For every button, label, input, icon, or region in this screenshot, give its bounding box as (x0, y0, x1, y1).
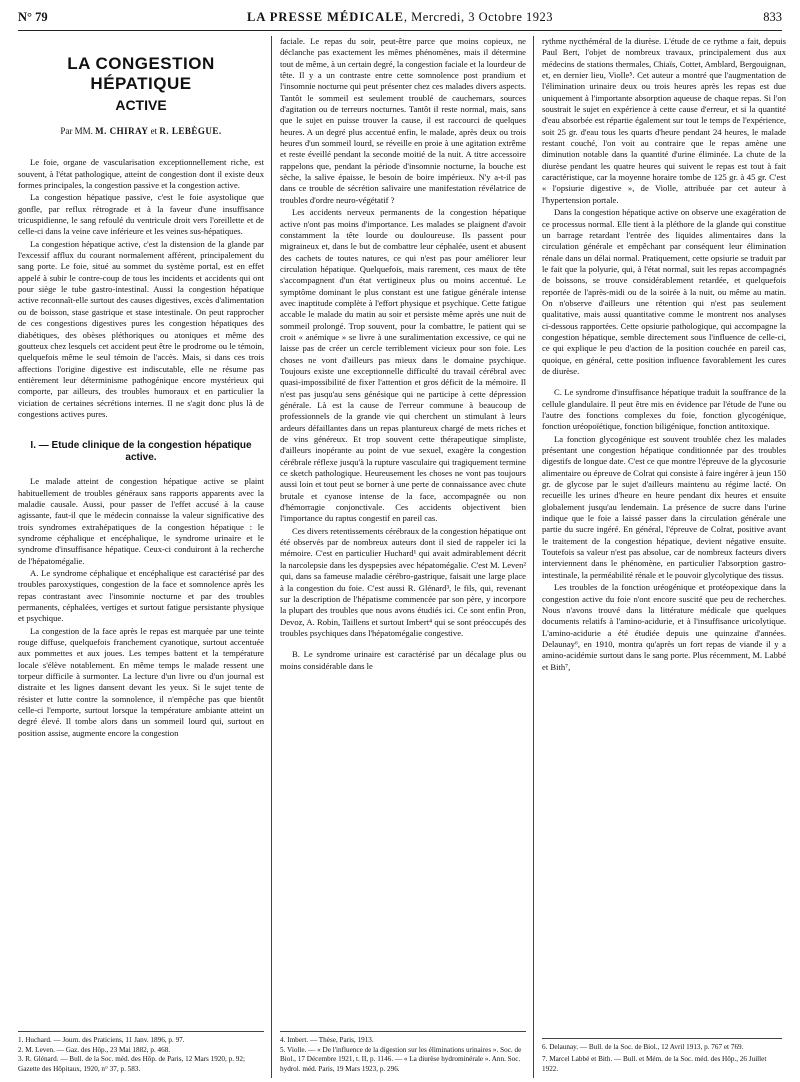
footnote: 1. Huchard. — Journ. des Praticiens, 11 Janv. 1896, p. 97. (18, 1036, 185, 1045)
footnote: 3. R. Glénard. — Bull. de la Soc. méd. des Hôp. de Paris, 12 Mars 1920, p. 92; Gazette des Hôpitaux, 1920, n° 37, p. 583. (18, 1055, 245, 1073)
footnote: 6. Delaunay. — Bull. de la Soc. de Biol., 12 Avril 1913, p. 767 et 769. (542, 1042, 744, 1051)
paragraph: La congestion hépatique passive, c'est le foie asystolique que gonfle, par reflux rétrograde et à la faveur d'une insuffisance tricuspidienne, le sang refoulé du ventricule droit vers l'oreillette et de celle-ci dans la veine cave inférieure et les veines sus-hépatiques. (18, 192, 264, 237)
paragraph: Dans la congestion hépatique active on observe une exagération de ce processus normal. Elle tient à la pléthore de la glande qui constitue un barrage retardant l'entrée des liquides alimentaires dans la circulation générale et empêchant par conséquent leur élimination rénale dans un délai normal. Pratiquement, cette opsiurie se traduit par le fait que la polyurie, qui, à l'état normal, suit les repas accompagnés de boissons, se trouve considérablement retardée, et quelquefois reportée de l'après-midi ou de la soirée à la nuit, ou même au matin. On n'observe d'ailleurs une rétention qui n'est pas seulement qualitative, mais aussi quantitative comme le montrent nos analyses ci-dessous rapportées. Cette opsiurie pathologique, qui accompagne la congestion hépatique, semble directement sous l'influence de celle-ci, ce qui explique le peu d'action de la position couchée en pareil cas, quoique, en général, cette position influence favorablement les cures de diurèse. (542, 207, 786, 376)
publication-name: LA PRESSE MÉDICALE (246, 10, 404, 24)
page-header (18, 8, 782, 31)
author-1: M. CHIRAY (95, 126, 149, 136)
issue-date: , Mercredi, 3 Octobre 1923 (403, 10, 553, 24)
paragraph: A. Le syndrome céphalique et encéphalique est caractérisé par des troubles paroxystiques, congestion de la face et somnolence après les repas contrastant avec l'insomnie nocturne et par des troubles permanents, céphalées, vertiges et surtout fatigue persistante physique et psychique. (18, 568, 264, 624)
footnote: 5. Violle. — « De l'influence de la digestion sur les éliminations urinaires ». Soc. de Biol., 17 Décembre 1921, t. II, p. 1146. — « La diurèse hydrominérale ». Ann. Soc. hydrol. méd. Paris, 19 Mars 1923, p. 296. (280, 1045, 522, 1073)
footnote: 2. M. Leven. — Gaz. des Hôp., 23 Mai 1882, p. 468. (18, 1045, 171, 1054)
paragraph: B. Le syndrome urinaire est caractérisé par un décalage plus ou moins considérable dans le (280, 649, 526, 671)
footnotes-col1 (18, 1031, 264, 1074)
article-title: LA CONGESTION HÉPATIQUE (67, 54, 215, 93)
paragraph: Les accidents nerveux permanents de la congestion hépatique active n'ont pas moins d'importance. Les malades se plaignent d'avoir constamment la tête lourde ou douloureuse. Ils passent pour migraineux et, dans le but de combattre leur céphalée, usent et abusent des cachets de toutes natures, ce qui n'est pas pour améliorer leur circulation hépatique. Quelquefois, mais rarement, ces maux de tête s'accompagnent d'un état vertigineux plus ou moins accentué. Le symptôme dominant le plus constant est une fatigue générale intense avec inaptitude complète à l'effort physique et psychique. Cette fatigue accable le malade du matin au soir et persiste même après une nuit de sommeil prolongé. Trop souvent, pour la combattre, le patient qui se croit « anémique » se livre à une suralimentation excessive, ce qui ne laisse pas de créer un cercle terriblement vicieux pour son foie. Les choses ne vont d'ailleurs pas mieux dans le domaine psychique. Toujours existe une exceptionnelle difficulté du travail cérébral avec quasi-impossibilité de fixer l'attention et gros déficit de la mémoire. Il n'est pas jusqu'au sens génésique qui ne participe à cette dépression générale. Là est la cause de l'erreur commune à beaucoup de professionnels de la grande vie qui cherchent un stimulant à leurs ardeurs défaillantes dans un repas plantureux chargé de mets riches et de vins généreux. Et trop souvent cette thérapeutique simpliste, d'ailleurs inopérante au point de vue sexuel, exagère la congestion cérébrale réflexe jusqu'à la rupture vasculaire qui tragiquement termine ce sketch pathologique. Heureusement les choses ne vont pas toujours aussi loin et tout peut se borner à une perte de connaissance avec chute brutale et cyanose intense de la face, accompagnée ou non d'hémorragie conjonctivale. Ces accidents objectivent bien l'importance du raptus congestif en pareil cas. (280, 207, 526, 524)
footnotes-col2 (280, 1031, 526, 1074)
running-title (18, 10, 782, 25)
section-title: I. — Etude clinique de la congestion hépatique active. (30, 440, 252, 464)
column-2 (280, 36, 526, 1082)
article-authors: Par MM. M. CHIRAY et R. LEBÈGUE. (60, 126, 222, 136)
paragraph: faciale. Le repas du soir, peut-être parce que moins copieux, ne déclanche pas exactement les mêmes phénomènes, mais il détermine tout de même, à un certain degré, la congestion faciale et la lourdeur de tête. Il y a un contraste entre cette somnolence post prandium et l'insomnie nocturne qui peut présenter chez ces malades divers aspects. Tantôt le sommeil est seulement troublé de cauchemars, sources d'agitation ou de terreurs nocturnes. Tantôt il reste normal, mais, sans que le sujet en puisse trouver la cause, il est raccourci de quelques heures. A un degré plus accentué enfin, le malade, après deux ou trois heures d'un sommeil lourd, se réveille en proie à une agitation extrême et reste éveillé pendant la seconde moitié de la nuit. A titre accessoire rappelons que, pendant la période d'insomnie nocturne, la bouche est sèche, la salive épaisse, le besoin de boire impérieux. N'y a-t-il pas dans ce trouble de sécrétion salivaire une manifestation révélatrice de troubles d'ordre neuro-végétatif ? (280, 36, 526, 205)
article-columns (18, 36, 786, 1082)
paragraph: rythme nycthéméral de la diurèse. L'étude de ce rythme a fait, depuis Paul Bert, l'objet de nombreux travaux, principalement dus aux médecins de stations thermales, Chiaïs, Cottet, Amblard, Bergouignan, et, en dernier lieu, Violle⁵. Cet auteur a montré que l'augmentation de l'élimination urinaire deux ou trois heures après les repas est due uniquement à l'importante absorption aqueuse de chaque repas. Si l'on soustrait le sujet en expérience à cette cause d'erreur, et si la quantité d'eau absorbée est répartie également sur tout le temps de l'expérience, soit 25 gr. d'eau tous les quarts d'heure pendant 24 heures, le malade restant couché, l'on voit au contraire que le repas amène une diminution notable dans la quantité d'urine éliminée. La chute de la diurèse pendant les quatre heures qui suivent le repas est tout à fait caractéristique, car la moyenne horaire tombe de 125 gr. à 45 gr. C'est « l'opsiurie digestive », de Violle, attribuée par cet auteur à l'hypertension portale. (542, 36, 786, 205)
paragraph: Le malade atteint de congestion hépatique active se plaint habituellement de troubles généraux sans rapports apparents avec la maladie causale. Aussi, pour passer de l'effet accusé à la cause agissante, faut-il que le médecin connaisse la valeur significative des trois syndromes extrahépatiques de la congestion hépatique : le syndrome céphalique et encéphalique, le syndrome urinaire et le syndrome d'insuffisance hépatique. Ceux-ci conduiront à la recherche de l'hépatomégalie. (18, 476, 264, 566)
paragraph: La congestion hépatique active, c'est la distension de la glande par l'excessif afflux du courant normalement afférent, principalement du sang porte. Le foie, situé au sommet du système portal, est en effet appelé à subir le contre-coup de tous les incidents et accidents qui ont pour siège le tube gastro-intestinal. Aussi la congestion hépatique active reconnaît-elle surtout des causes digestives, excès d'alimentation ou de boisson, stase gastrique et stase intestinale. On peut rapprocher de ces congestions digestives pures les congestion hépatiques des diabétiques, des obèses pléthoriques ou atoniques et même des goutteux chez lesquels cet accident peut être le prodrome ou le témoin, quelquefois même le seul témoin de l'accès. Mais, si dans ces trois affections l'origine digestive est indiscutable, elle ne résume pas entièrement leur déterminisme pathogénique encore mystérieux qui comporte, par ailleurs, des troubles humoraux et en particulier la viciation de certaines sécrétions internes. Il ne s'agit donc plus là de congestions actives pures. (18, 238, 264, 419)
column-1 (18, 36, 264, 1082)
issue-number: N° 79 (18, 10, 48, 24)
paragraph: Les troubles de la fonction uréogénique et protéopexique dans la congestion active du foie n'ont encore suscité que peu de recherches. Nous n'avons trouvé dans la littérature médicale que quelques documents relatifs à l'amino-acidurie, et à l'insuffisance uricolytique. L'amino-acidurie a été étudiée depuis une quinzaine d'années. Delaunay⁶, en 1910, montra qu'après un fort repas de viande il y a amino-acidémie surtout dans le sang porte. Plus récemment, M. Labbé et Bith⁷, (542, 582, 786, 672)
page-number: 833 (763, 10, 782, 24)
paragraph: La congestion de la face après le repas est marquée par une teinte rouge diffuse, quelquefois franchement cyanotique, surtout accentuée aux pommettes et aux joues. Les tempes battent et la température locale s'élève notablement. En même temps le malade ressent une torpeur difficile à surmonter. La lecture d'un livre ou d'un journal est distraite et les lignes dansent devant les yeux. Si le sujet tente de résister et lutte contre la somnolence, il n'empêche pas que bientôt celle-ci l'emporte, surtout lorsque la température ambiante atteint un degré élevé. Il tombe alors dans un sommeil lourd qui, surtout en position assise, augmente encore la congestion (18, 625, 264, 738)
paragraph: C. Le syndrome d'insuffisance hépatique traduit la souffrance de la cellule glandulaire. Il peut être mis en évidence par l'étude de l'une ou l'autre des fonctions complexes du foie, fonction glycogénique, fonction uréopoïétique, fonction biligénique, fonction antitoxique. (542, 387, 786, 432)
paragraph: Ces divers retentissements cérébraux de la congestion hépatique ont été observés par de nombreux auteurs dont il sied de rappeler ici la mémoire. C'est en particulier Huchard¹ qui avait admirablement décrit la narcolepsie dans les dyspepsies avec hépatomégalie. C'est M. Leven² qui, dans sa fameuse maladie cérébro-gastrique, faisait une large place à la congestion du foie. C'est aussi R. Glénard³, le fils, qui, revenant sur la description de l'hépatisme commencée par son père, y incorpore la plupart des troubles que nous avons étudiés ici. Ce sont enfin Pron, Devoz, A. Robin, Taillens et surtout Imbert⁴ qui se sont préoccupés des troubles psychiques dans l'hépatomégalie congestive. (280, 525, 526, 638)
article-subtitle: ACTIVE (115, 97, 167, 113)
footnote: 4. Imbert. — Thèse, Paris, 1913. (280, 1036, 374, 1045)
footnotes-col3 (542, 1038, 782, 1074)
column-3 (542, 36, 786, 1082)
author-2: R. LEBÈGUE. (159, 126, 222, 136)
paragraph: La fonction glycogénique est souvent troublée chez les malades présentant une congestion hépatique conditionnée par des troubles digestifs de longue date. C'est ce que montre l'épreuve de la glycosurie alimentaire ou épreuve de Colrat qui consiste à faire ingérer à jeun 150 gr. de glycose par le sujet d'ailleurs maintenu au régime lacté. On recueille les urines d'heure en heure pendant dix heures et ensuite globalement jusqu'au lendemain. La présence de sucre dans l'urine indique que le foie a laissé passer dans la circulation générale une partie du sucre ingéré. En général, l'épreuve de Colrat, positive avant le traitement de la congestion hépatique, devient négative ensuite. Toutefois sa valeur n'est pas absolue, car de nombreux facteurs divers interviennent dans le phénomène, en particulier l'absorption gastro-intestinale, la perméabilité rénale et le pouvoir glycolytique des tissus. (542, 433, 786, 580)
footnote: 7. Marcel Labbé et Bith. — Bull. et Mém. de la Soc. méd. des Hôp., 26 Juillet 1922. (542, 1055, 767, 1073)
paragraph: Le foie, organe de vascularisation exceptionnellement riche, est souvent, à l'état pathologique, atteint de congestion dont il existe deux formes principales, la congestion passive et la congestion active. (18, 157, 264, 191)
